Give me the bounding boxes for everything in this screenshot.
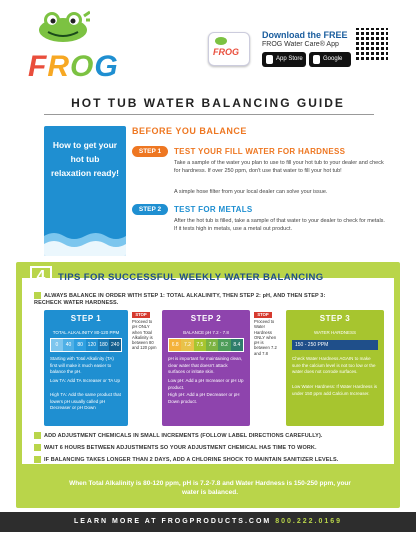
step2-heading: TEST FOR METALS (174, 205, 253, 214)
alkalinity-scale (50, 338, 122, 352)
card-step2 (162, 310, 250, 426)
balanced-summary: When Total Alkalinity is 80-120 ppm, pH is 7.2-7.8 and Water Hardness is 150-250 ppm, your water is balanced. (69, 480, 351, 496)
scale-cell: 8.2 (218, 339, 230, 351)
intro-text: How to get your hot tub relaxation ready! (50, 140, 120, 178)
scale-cell: 0 (51, 339, 63, 351)
stop-note-1-text: Proceed to pH ONLY when Total Alkalinity is between 80 and 120 ppm (132, 319, 157, 351)
stop-badge: STOP (254, 312, 272, 318)
google-play-button[interactable] (309, 52, 351, 77)
tip-4-text: IF BALANCING TAKES LONGER THAN 2 DAYS, ADD A CHLORINE SHOCK TO MAINTAIN SANITIZER LEVELS. (44, 456, 339, 463)
divider (44, 114, 374, 115)
step2-pill: STEP 2 (132, 204, 168, 215)
tip-bullet-icon (34, 456, 41, 463)
footer-link[interactable]: LEARN MORE AT FROGPRODUCTS.COM (73, 518, 272, 525)
card-step2-p1: pH is important for maintaining clean, clear water that doesn't attack surfaces or irritate skin. (168, 356, 243, 374)
app-icon-label: FROG (213, 47, 239, 57)
tips-number: 4 (30, 266, 52, 288)
frog-mascot-icon (36, 10, 90, 44)
card-step1-p2: Low TA: Add TA Increaser or TA Up (50, 378, 121, 383)
tip-bullet-icon (34, 432, 41, 439)
card-step1-title: STEP 1 (70, 314, 102, 323)
card-step2-p3: High pH: Add a pH Decreaser or pH Down product. (168, 392, 240, 404)
tip-3-text: WAIT 6 HOURS BETWEEN ADJUSTMENTS SO YOUR ADJUSTMENT CHEMICAL HAS TIME TO WORK. (44, 444, 317, 451)
scale-cell: 40 (63, 339, 75, 351)
card-step2-title: STEP 2 (190, 314, 222, 323)
tip-1-text: ALWAYS BALANCE IN ORDER WITH STEP 1: TOTAL ALKALINITY, THEN STEP 2: pH, AND THEN STEP 3: RECHECK WATER HARDNESS. (34, 292, 326, 306)
qr-code-icon[interactable] (356, 28, 388, 60)
tips-title: TIPS FOR SUCCESSFUL WEEKLY WATER BALANCING (58, 272, 324, 283)
card-step1 (44, 310, 128, 426)
step1-heading: TEST YOUR FILL WATER FOR HARDNESS (174, 147, 346, 156)
download-subtitle: FROG Water Care® App (262, 41, 339, 48)
card-step1-p1: Starting with Total Alkalinity (TA) first will make it much easier to balance the pH. (50, 356, 114, 374)
card-step3-p1: Check Water Hardness AGAIN to make sure the calcium level is not too low or the water does not corrode surfaces. (292, 356, 376, 374)
tip-bullet-icon (34, 444, 41, 451)
tip-1 (34, 292, 334, 307)
step1-pill: STEP 1 (132, 146, 168, 157)
card-step1-p3: High TA: Add the same product that lowers pH usually called pH Decreaser or pH Down (50, 392, 121, 410)
before-title: BEFORE YOU BALANCE (132, 126, 247, 136)
footer-phone[interactable]: 800.222.0169 (275, 518, 343, 525)
card-step3 (286, 310, 384, 426)
stop-note-2-text: Proceed to Water Hardness ONLY when pH is between 7.2 and 7.8 (254, 319, 277, 356)
tip-2-text: ADD ADJUSTMENT CHEMICALS IN SMALL INCREMENTS (FOLLOW LABEL DIRECTIONS CAREFULLY). (44, 432, 323, 439)
page-title: HOT TUB WATER BALANCING GUIDE (71, 96, 345, 110)
footer (0, 512, 416, 532)
scale-cell: 6.8 (169, 339, 181, 351)
water-wave-icon (44, 226, 126, 256)
frog-logo: FROG (28, 50, 119, 83)
tip-3 (34, 444, 384, 452)
tip-2 (34, 432, 384, 440)
scale-cell: 8.4 (231, 339, 243, 351)
card-step3-p2: Low Water Hardness: If Water Hardness is under 150 ppm add Calcium Increaser. (292, 384, 377, 396)
scale-cell: 120 (86, 339, 98, 351)
frog-app-icon[interactable] (208, 32, 250, 66)
card-step1-sub: TOTAL ALKALINITY 80-120 PPM (52, 330, 120, 335)
step2-text: After the hot tub is filled, take a sample of that water to your dealer to check for metals. If it tests high in metals, use a metal out product. (174, 218, 385, 232)
intro-box (44, 126, 126, 256)
scale-cell: 80 (74, 339, 86, 351)
scale-cell: 7.2 (181, 339, 193, 351)
card-step3-sub: WATER HARDNESS (313, 330, 356, 335)
card-step2-sub: BALANCE pH 7.2 - 7.8 (183, 330, 229, 335)
google-play-label: Google Play (323, 56, 343, 77)
download-title: Download the FREE (262, 30, 348, 40)
app-store-button[interactable] (262, 52, 306, 67)
step1-text: Take a sample of the water you plan to use to fill your hot tub to your dealer and check for hardness. If over 250 ppm, don't use that water to fill your hot tub! (174, 160, 384, 174)
tip-bullet-icon (34, 292, 41, 299)
stop-note-1 (132, 312, 158, 351)
scale-cell: 180 (98, 339, 110, 351)
scale-cell: 7.5 (194, 339, 206, 351)
stop-note-2 (254, 312, 280, 356)
card-step3-title: STEP 3 (319, 314, 351, 323)
app-store-label: App Store (276, 56, 303, 62)
tip-4 (34, 456, 390, 464)
scale-cell: 240 (109, 339, 121, 351)
hardness-range: 150 - 250 PPM (292, 340, 378, 350)
ph-scale (168, 338, 244, 352)
card-step2-p2: Low pH: Add a pH Increaser or pH Up product. (168, 378, 244, 390)
step1-text-2: A simple hose filter from your local dealer can solve your issue. (174, 189, 328, 195)
stop-badge: STOP (132, 312, 150, 318)
scale-cell: 7.8 (206, 339, 218, 351)
